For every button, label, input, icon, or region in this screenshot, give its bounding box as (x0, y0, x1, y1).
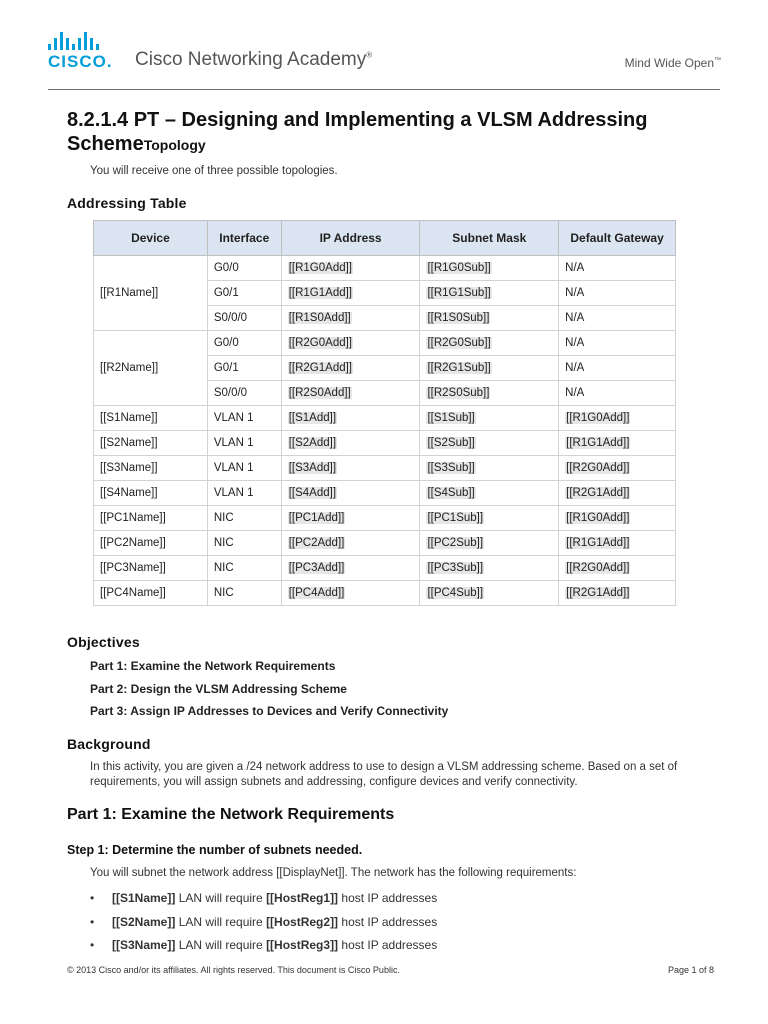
subnet-mask-cell: [[R1G0Sub]] (420, 256, 559, 281)
gateway-cell: N/A (559, 281, 676, 306)
device-cell: [[PC1Name]] (94, 506, 208, 531)
interface-cell: S0/0/0 (207, 381, 281, 406)
interface-cell: NIC (207, 581, 281, 606)
ip-address-cell: [[R1G1Add]] (281, 281, 420, 306)
cisco-logo (48, 30, 113, 72)
interface-cell: VLAN 1 (207, 406, 281, 431)
device-cell: [[S2Name]] (94, 431, 208, 456)
addressing-table (93, 220, 676, 606)
interface-cell: G0/0 (207, 256, 281, 281)
logo-suffix: . (106, 52, 113, 71)
ip-address-cell: [[S2Add]] (281, 431, 420, 456)
interface-cell: G0/0 (207, 331, 281, 356)
subnet-mask-cell: [[R2S0Sub]] (420, 381, 559, 406)
subnet-mask-cell: [[R1S0Sub]] (420, 306, 559, 331)
subnet-mask-cell: [[R2G1Sub]] (420, 356, 559, 381)
table-row (94, 431, 676, 456)
objective-item: Part 3: Assign IP Addresses to Devices and Verify Connectivity (90, 704, 449, 718)
background-text: In this activity, you are given a /24 network address to use to design a VLSM addressing scheme. Based on a set of requirements, you will assign subnets and addressing, configure devices and verify connectivity. (90, 761, 678, 788)
ip-address-cell: [[R2S0Add]] (281, 381, 420, 406)
device-cell: [[PC3Name]] (94, 556, 208, 581)
interface-cell: S0/0/0 (207, 306, 281, 331)
header-divider (48, 89, 720, 90)
gateway-cell: [[R2G1Add]] (559, 481, 676, 506)
device-cell: [[R1Name]] (94, 256, 208, 331)
ip-address-cell: [[PC1Add]] (281, 506, 420, 531)
table-row (94, 406, 676, 431)
column-header: IP Address (281, 221, 420, 256)
interface-cell: G0/1 (207, 356, 281, 381)
ip-address-cell: [[R2G0Add]] (281, 331, 420, 356)
table-header-row (94, 221, 676, 256)
tagline: Mind Wide Open™ (624, 56, 721, 70)
ip-address-cell: [[R2G1Add]] (281, 356, 420, 381)
gateway-cell: [[R2G0Add]] (559, 456, 676, 481)
device-cell: [[PC4Name]] (94, 581, 208, 606)
interface-cell: VLAN 1 (207, 481, 281, 506)
gateway-cell: N/A (559, 256, 676, 281)
ip-address-cell: [[S4Add]] (281, 481, 420, 506)
gateway-cell: N/A (559, 331, 676, 356)
footer-copyright: © 2013 Cisco and/or its affiliates. All rights reserved. This document is Cisco Public. (67, 965, 400, 975)
device-cell: [[PC2Name]] (94, 531, 208, 556)
gateway-cell: [[R1G1Add]] (559, 431, 676, 456)
requirement-bullet: • [[S1Name]] LAN will require [[HostReg1]] host IP addresses (90, 891, 438, 905)
interface-cell: NIC (207, 506, 281, 531)
subnet-mask-cell: [[PC1Sub]] (420, 506, 559, 531)
column-header: Default Gateway (559, 221, 676, 256)
subnet-mask-cell: [[PC4Sub]] (420, 581, 559, 606)
interface-cell: NIC (207, 531, 281, 556)
academy-name: Cisco Networking Academy® (135, 49, 373, 70)
device-cell: [[S3Name]] (94, 456, 208, 481)
interface-cell: VLAN 1 (207, 456, 281, 481)
subnet-mask-cell: [[S2Sub]] (420, 431, 559, 456)
table-row (94, 531, 676, 556)
subnet-mask-cell: [[PC2Sub]] (420, 531, 559, 556)
part1-heading: Part 1: Examine the Network Requirements (67, 806, 395, 823)
table-row (94, 581, 676, 606)
device-cell: [[R2Name]] (94, 331, 208, 406)
column-header: Interface (207, 221, 281, 256)
requirement-bullet: • [[S2Name]] LAN will require [[HostReg2]] host IP addresses (90, 915, 438, 929)
logo-text: CISCO (48, 52, 107, 71)
gateway-cell: [[R1G1Add]] (559, 531, 676, 556)
topology-heading: Topology (143, 137, 206, 153)
subnet-mask-cell: [[PC3Sub]] (420, 556, 559, 581)
ip-address-cell: [[R1G0Add]] (281, 256, 420, 281)
gateway-cell: [[R2G1Add]] (559, 581, 676, 606)
subnet-mask-cell: [[R1G1Sub]] (420, 281, 559, 306)
ip-address-cell: [[R1S0Add]] (281, 306, 420, 331)
ip-address-cell: [[PC4Add]] (281, 581, 420, 606)
cisco-bridge-icon (48, 30, 113, 50)
requirement-bullet: • [[S3Name]] LAN will require [[HostReg3]] host IP addresses (90, 938, 438, 952)
column-header: Device (94, 221, 208, 256)
device-cell: [[S1Name]] (94, 406, 208, 431)
table-row (94, 456, 676, 481)
subnet-mask-cell: [[S4Sub]] (420, 481, 559, 506)
column-header: Subnet Mask (420, 221, 559, 256)
addressing-table-heading: Addressing Table (67, 195, 187, 211)
ip-address-cell: [[PC3Add]] (281, 556, 420, 581)
gateway-cell: N/A (559, 381, 676, 406)
subnet-mask-cell: [[R2G0Sub]] (420, 331, 559, 356)
gateway-cell: [[R1G0Add]] (559, 406, 676, 431)
table-row (94, 331, 676, 356)
subnet-mask-cell: [[S3Sub]] (420, 456, 559, 481)
table-row (94, 506, 676, 531)
page-title: 8.2.1.4 PT – Designing and Implementing a VLSM Addressing SchemeTopology (67, 109, 648, 155)
interface-cell: NIC (207, 556, 281, 581)
objective-item: Part 2: Design the VLSM Addressing Scheme (90, 682, 347, 696)
gateway-cell: [[R2G0Add]] (559, 556, 676, 581)
step1-text: You will subnet the network address [[DisplayNet]]. The network has the following requirements: (90, 867, 577, 879)
interface-cell: G0/1 (207, 281, 281, 306)
table-row (94, 556, 676, 581)
table-row (94, 481, 676, 506)
ip-address-cell: [[S3Add]] (281, 456, 420, 481)
ip-address-cell: [[PC2Add]] (281, 531, 420, 556)
gateway-cell: [[R1G0Add]] (559, 506, 676, 531)
step1-heading: Step 1: Determine the number of subnets needed. (67, 843, 363, 857)
gateway-cell: N/A (559, 306, 676, 331)
background-heading: Background (67, 736, 151, 752)
table-row (94, 256, 676, 281)
objective-item: Part 1: Examine the Network Requirements (90, 659, 336, 673)
gateway-cell: N/A (559, 356, 676, 381)
interface-cell: VLAN 1 (207, 431, 281, 456)
objectives-heading: Objectives (67, 634, 140, 650)
intro-text: You will receive one of three possible topologies. (90, 165, 338, 177)
ip-address-cell: [[S1Add]] (281, 406, 420, 431)
device-cell: [[S4Name]] (94, 481, 208, 506)
page-header (0, 0, 768, 92)
footer-page-number: Page 1 of 8 (667, 965, 714, 975)
subnet-mask-cell: [[S1Sub]] (420, 406, 559, 431)
